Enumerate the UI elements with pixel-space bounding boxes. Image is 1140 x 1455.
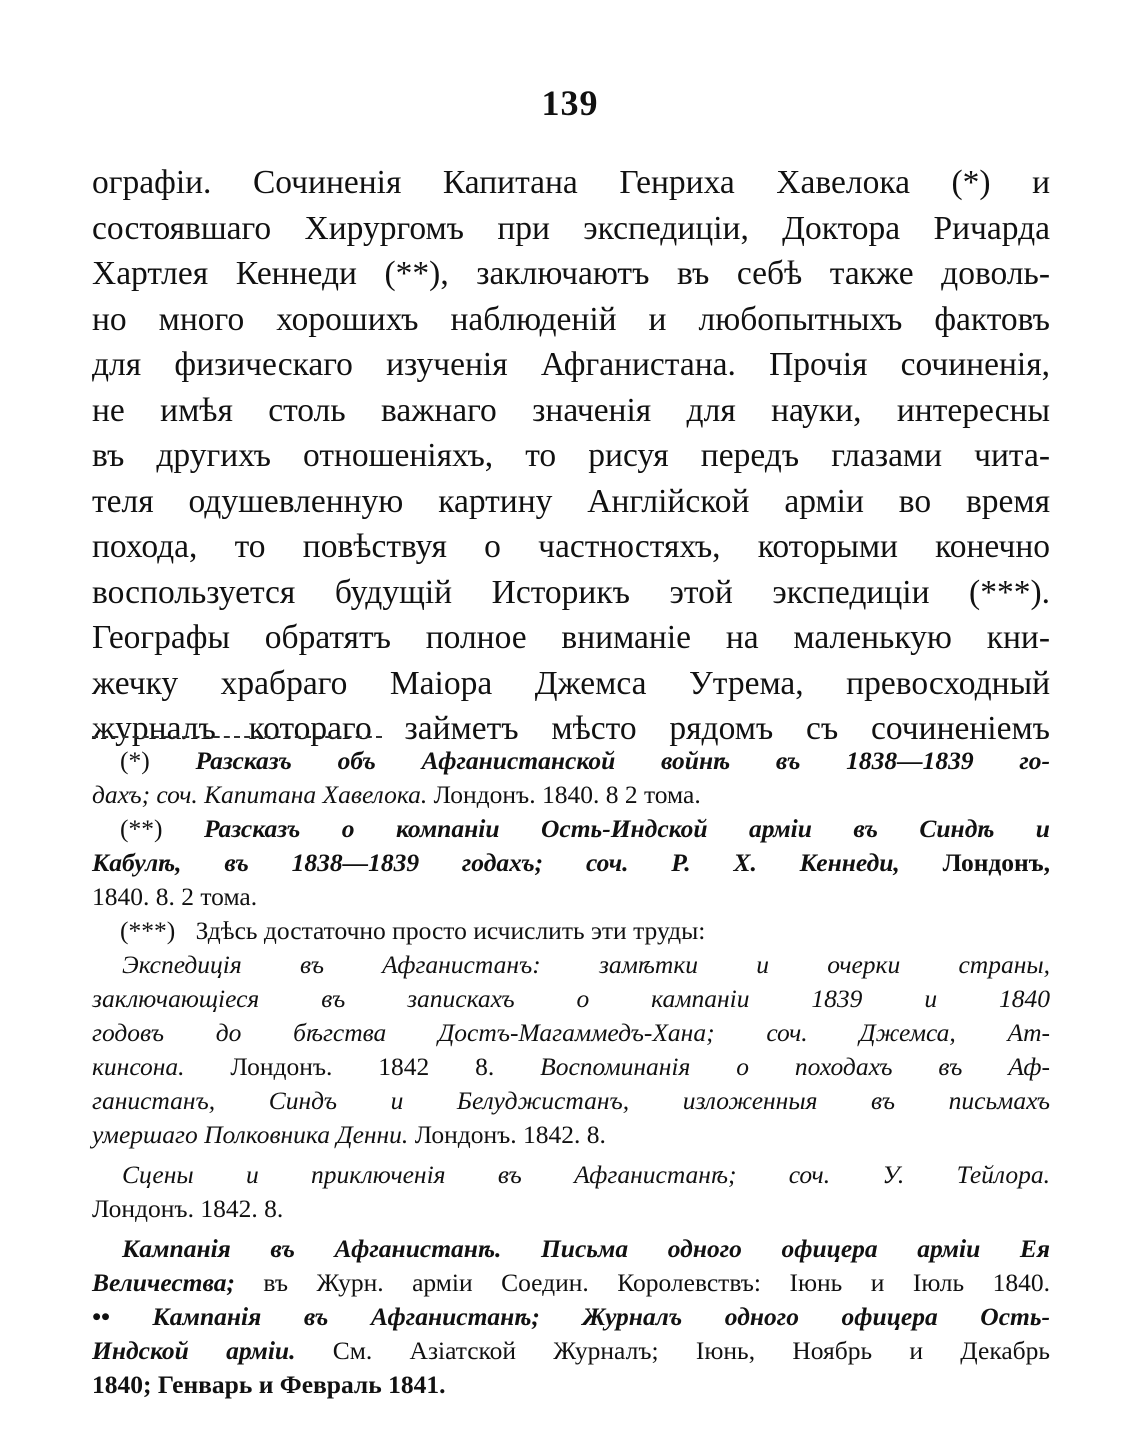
text-line: состоявшаго Хирургомъ при экспедиціи, Доктора Ричарда: [92, 209, 1050, 247]
footnote-line: Кампанія въ Афганистанѣ. Письма одного офицера арміи Ея: [122, 1234, 1050, 1263]
footnote-line: Экспедиція въ Афганистанъ: замѣтки и очерки страны,: [122, 950, 1050, 979]
footnote-line: годовъ до бѣгства Достъ-Магаммедъ-Хана; соч. Джемса, Ат-: [92, 1018, 1050, 1047]
footnote-text: Кабулѣ, въ 1838—1839 годахъ; соч. Р. Х. Кеннеди,: [92, 848, 900, 877]
footnote-text: Лондонъ,: [899, 848, 1050, 877]
footnote-text: Разсказъ о компаніи Ость-Индской арміи въ Синдѣ и: [203, 814, 1050, 843]
footnote-text: Здѣсь достаточно просто исчислить эти труды:: [195, 916, 706, 945]
text-line: журналъ котораго займетъ мѣсто рядомъ съ сочиненіемъ: [92, 710, 1050, 747]
footnote-text: кинсона.: [92, 1052, 185, 1081]
footnote-line: Сцены и приключенія въ Афганистанѣ; соч. У. Тейлора.: [122, 1160, 1050, 1189]
footnote-line: [92, 914, 1050, 948]
footnote-marker: (***): [120, 916, 176, 945]
text-line: Географы обратятъ полное вниманіе на маленькую кни-: [92, 619, 1050, 656]
footnote-text: Величества;: [92, 1268, 235, 1297]
footnote-line: 1840; Генварь и Февраль 1841.: [92, 1370, 446, 1399]
footnote-marker: (*): [120, 746, 150, 775]
footnote-line: [92, 1118, 1050, 1152]
footnote-3: [92, 914, 1050, 1402]
footnote-marker: (**): [120, 814, 163, 843]
footnote-line: [92, 1334, 1050, 1368]
footnote-line: заключающіеся въ запискахъ о кампаніи 1839 и 1840: [92, 984, 1050, 1013]
footnotes-block: [92, 744, 1050, 1402]
footnote-line: [92, 846, 1050, 880]
text-line: ографіи. Сочиненія Капитана Генриха Хавелока (*) и: [92, 164, 1050, 201]
text-line: воспользуется будущій Историкъ этой экспедиціи (***).: [92, 573, 1050, 611]
text-line: въ другихъ отношеніяхъ, то рисуя передъ глазами чита-: [92, 437, 1050, 474]
footnote-text: Воспоминанія о походахъ въ Аф-: [540, 1052, 1050, 1081]
page-number: 139: [541, 83, 599, 123]
text-line: но много хорошихъ наблюденій и любопытныхъ фактовъ: [92, 300, 1050, 338]
footnote-text: Лондонъ. 1842. 8.: [408, 1120, 606, 1149]
footnote-line: •• Кампанія въ Афганистанѣ; Журналъ одного офицера Ость-: [92, 1302, 1050, 1331]
footnote-1: [92, 744, 1050, 812]
footnote-text: См. Азіатской Журналъ; Іюнь, Ноябрь и Декабрь: [295, 1336, 1050, 1365]
text-line: не имѣя столь важнаго значенія для науки, интересны: [92, 391, 1050, 429]
footnote-line: [92, 778, 1050, 812]
text-line: похода, то повѣствуя о частностяхъ, которыми конечно: [92, 528, 1050, 565]
footnote-line: 1840. 8. 2 тома.: [92, 882, 258, 911]
footnote-line: [92, 1266, 1050, 1300]
footnote-text: Индской арміи.: [92, 1336, 296, 1365]
footnote-text: Разсказъ объ Афганистанской войнѣ въ 1838—1839 го-: [195, 746, 1051, 775]
text-line: Хартлея Кеннеди (**), заключаютъ въ себѣ также доволь-: [92, 255, 1050, 292]
footnote-line: Лондонъ. 1842. 8.: [92, 1194, 284, 1223]
footnote-line: ганистанъ, Синдъ и Белуджистанъ, изложенныя въ письмахъ: [92, 1086, 1050, 1115]
text-line: жечку храбраго Маіора Джемса Утрема, превосходный: [92, 664, 1050, 702]
footnote-2: [92, 812, 1050, 914]
text-line: теля одушевленную картину Англійской арміи во время: [92, 482, 1050, 520]
footnote-line: [92, 812, 1050, 846]
footnote-line: [92, 744, 1050, 778]
footnote-separator: [92, 736, 382, 738]
footnote-line: [92, 1050, 1050, 1084]
text-line: для физическаго изученія Афганистана. Прочія сочиненія,: [92, 346, 1050, 383]
main-text-block: [92, 160, 1050, 752]
footnote-text: умершаго Полковника Денни.: [92, 1120, 409, 1149]
footnote-text: дахъ; соч. Капитана Хавелока.: [92, 780, 428, 809]
footnote-text: Лондонъ. 1842 8.: [184, 1052, 541, 1081]
footnote-text: въ Журн. арміи Соедин. Королевствъ: Іюнь и Іюль 1840.: [234, 1268, 1050, 1297]
footnote-text: Лондонъ. 1840. 8 2 тома.: [427, 780, 701, 809]
